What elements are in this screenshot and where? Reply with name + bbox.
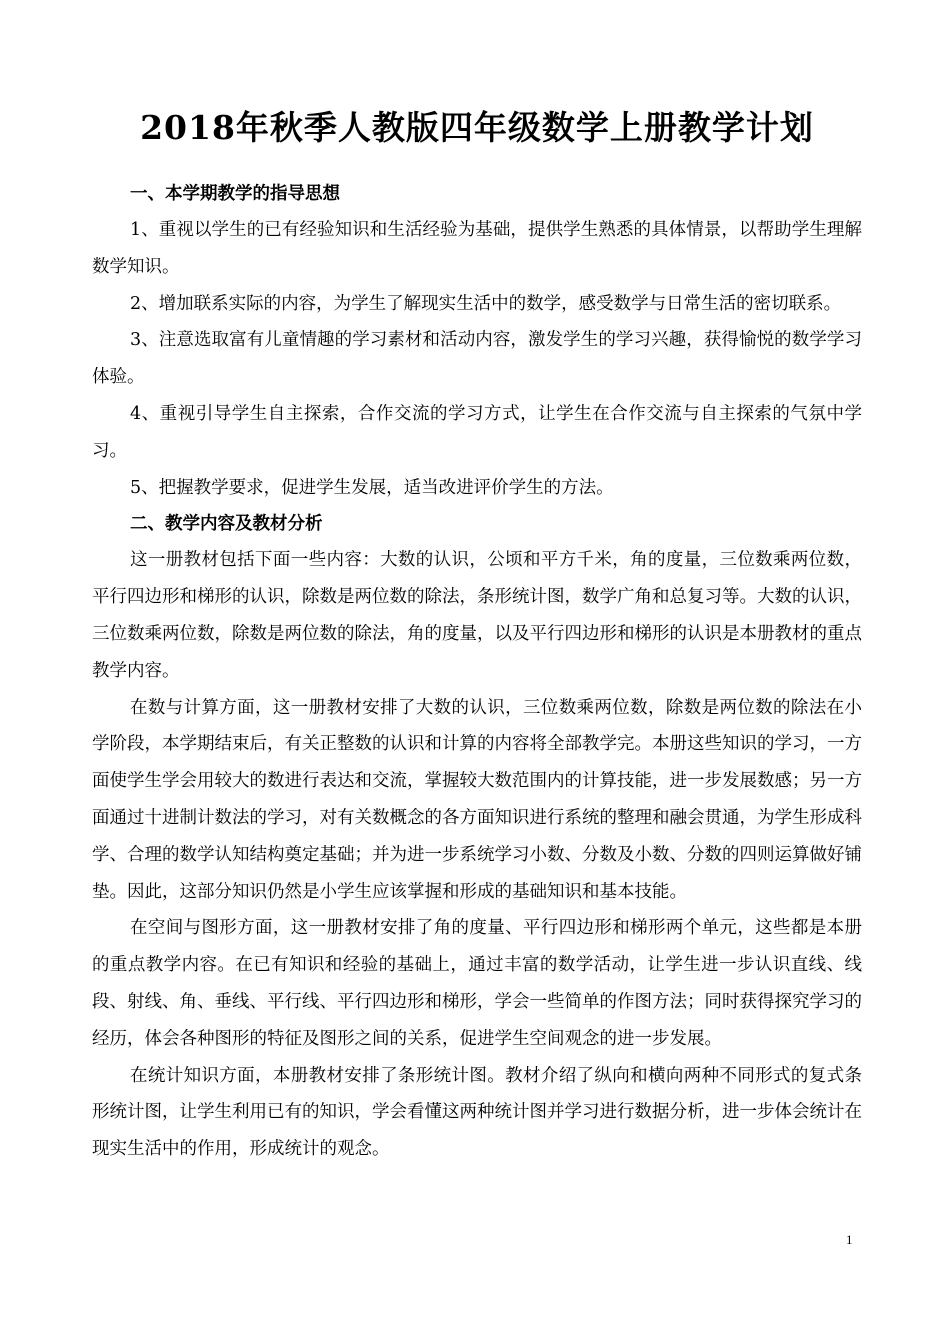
section-content-analysis	[92, 506, 862, 1168]
section-heading: 一、本学期教学的指导思想	[130, 184, 340, 204]
paragraph: 3、注意选取富有儿童情趣的学习素材和活动内容，激发学生的学习兴趣，获得愉悦的数学学习体验。	[92, 330, 862, 388]
document-title: 2018年秋季人教版四年级数学上册教学计划	[140, 108, 814, 147]
page-number: 1	[846, 1232, 853, 1247]
paragraph: 2、增加联系实际的内容，为学生了解现实生活中的数学，感受数学与日常生活的密切联系。	[130, 293, 842, 314]
paragraph: 1、重视以学生的已有经验知识和生活经验为基础，提供学生熟悉的具体情景，以帮助学生理解数学知识。	[92, 220, 862, 277]
paragraph: 在数与计算方面，这一册教材安排了大数的认识，三位数乘两位数，除数是两位数的除法在小学阶段，本学期结束后，有关正整数的认识和计算的内容将全部教学完。本册这些知识的学习，一方面使学生学会用较大的数进行表达和交流，掌握较大数范围内的计算技能，进一步发展数感；另一方面通过十进制计数法的学习，对有关数概念的各方面知识进行系统的整理和融会贯通，为学生形成科学、合理的数学认知结构奠定基础；并为进一步系统学习小数、分数及小数、分数的四则运算做好铺垫。因此，这部分知识仍然是小学生应该掌握和形成的基础知识和基本技能。	[92, 697, 862, 902]
paragraph: 在统计知识方面，本册教材安排了条形统计图。教材介绍了纵向和横向两种不同形式的复式条形统计图，让学生利用已有的知识，学会看懂这两种统计图并学习进行数据分析，进一步体会统计在现实生活中的作用，形成统计的观念。	[92, 1065, 862, 1160]
section-heading: 二、教学内容及教材分析	[130, 514, 323, 535]
paragraph: 5、把握教学要求，促进学生发展，适当改进评价学生的方法。	[130, 477, 614, 498]
document-page	[92, 100, 862, 1168]
paragraph: 4、重视引导学生自主探索，合作交流的学习方式，让学生在合作交流与自主探索的气氛中学习。	[92, 403, 862, 461]
section-guiding-ideas	[92, 176, 862, 506]
paragraph: 在空间与图形方面，这一册教材安排了角的度量、平行四边形和梯形两个单元，这些都是本册的重点教学内容。在已有知识和经验的基础上，通过丰富的数学活动，让学生进一步认识直线、线段、射线、角、垂线、平行线、平行四边形和梯形，学会一些简单的作图方法；同时获得探究学习的经历，体会各种图形的特征及图形之间的关系，促进学生空间观念的进一步发展。	[92, 918, 862, 1049]
paragraph: 这一册教材包括下面一些内容：大数的认识，公顷和平方千米，角的度量，三位数乘两位数，平行四边形和梯形的认识，除数是两位数的除法，条形统计图，数学广角和总复习等。大数的认识，三位数乘两位数，除数是两位数的除法，角的度量，以及平行四边形和梯形的认识是本册教材的重点教学内容。	[92, 550, 862, 681]
